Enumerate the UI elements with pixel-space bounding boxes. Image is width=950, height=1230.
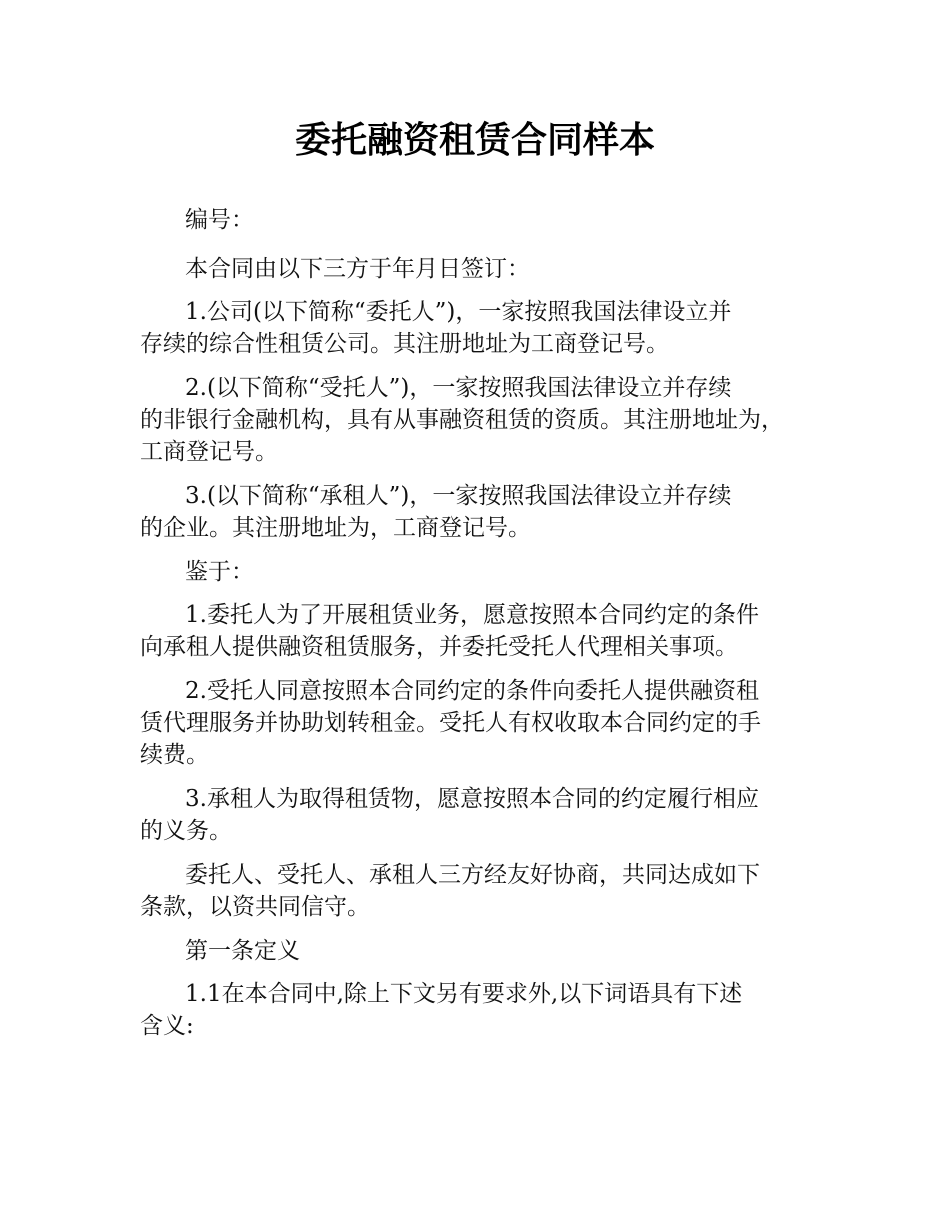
paragraph-agreement xyxy=(140,859,820,923)
paragraph-line: 鉴于： xyxy=(185,559,254,585)
paragraph-party-lessee xyxy=(140,480,820,544)
paragraph-line: 1.1在本合同中,除上下文另有要求外,以下词语具有下述 xyxy=(185,981,743,1007)
paragraph-line: 委托人、受托人、承租人三方经友好协商，共同达成如下 xyxy=(185,862,760,888)
paragraph-line: 第一条定义 xyxy=(185,938,300,964)
paragraph-line: 3.承租人为取得租赁物，愿意按照本合同的约定履行相应 xyxy=(185,786,759,812)
paragraph-line: 的非银行金融机构，具有从事融资租赁的资质。其注册地址为， xyxy=(140,407,784,433)
paragraph-definition-1-1 xyxy=(140,978,820,1042)
paragraph-line: 2.受托人同意按照本合同约定的条件向委托人提供融资租 xyxy=(185,678,759,704)
paragraph-line: 赁代理服务并协助划转租金。受托人有权收取本合同约定的手 xyxy=(140,710,761,736)
paragraph-line: 编号： xyxy=(185,207,254,233)
paragraph-line: 条款，以资共同信守。 xyxy=(140,894,370,920)
document-title: 委托融资租赁合同样本 xyxy=(294,120,655,161)
paragraph-whereas xyxy=(140,556,820,588)
paragraph-line: 含义: xyxy=(140,1013,194,1039)
paragraph-line: 1.委托人为了开展租赁业务，愿意按照本合同约定的条件 xyxy=(185,602,759,628)
paragraph-line: 3.(以下简称“承租人”)，一家按照我国法律设立并存续 xyxy=(185,483,732,509)
paragraph-line: 续费。 xyxy=(140,742,209,768)
paragraph-whereas-3 xyxy=(140,783,820,847)
paragraph-party-trustee xyxy=(140,372,820,468)
paragraph-party-entrustor xyxy=(140,296,820,360)
article-1-heading xyxy=(140,935,820,967)
paragraph-signing-statement xyxy=(140,253,820,285)
paragraph-line: 存续的综合性租赁公司。其注册地址为工商登记号。 xyxy=(140,331,669,357)
paragraph-whereas-2 xyxy=(140,675,820,771)
paragraph-line: 的企业。其注册地址为，工商登记号。 xyxy=(140,515,531,541)
paragraph-line: 本合同由以下三方于年月日签订： xyxy=(185,256,530,282)
paragraph-line: 1.公司(以下简称“委托人”)，一家按照我国法律设立并 xyxy=(185,299,732,325)
paragraph-whereas-1 xyxy=(140,599,820,663)
paragraph-serial-number xyxy=(140,204,820,236)
paragraph-line: 向承租人提供融资租赁服务，并委托受托人代理相关事项。 xyxy=(140,634,738,660)
paragraph-line: 工商登记号。 xyxy=(140,439,278,465)
paragraph-line: 的义务。 xyxy=(140,818,232,844)
paragraph-line: 2.(以下简称“受托人”)，一家按照我国法律设立并存续 xyxy=(185,375,732,401)
